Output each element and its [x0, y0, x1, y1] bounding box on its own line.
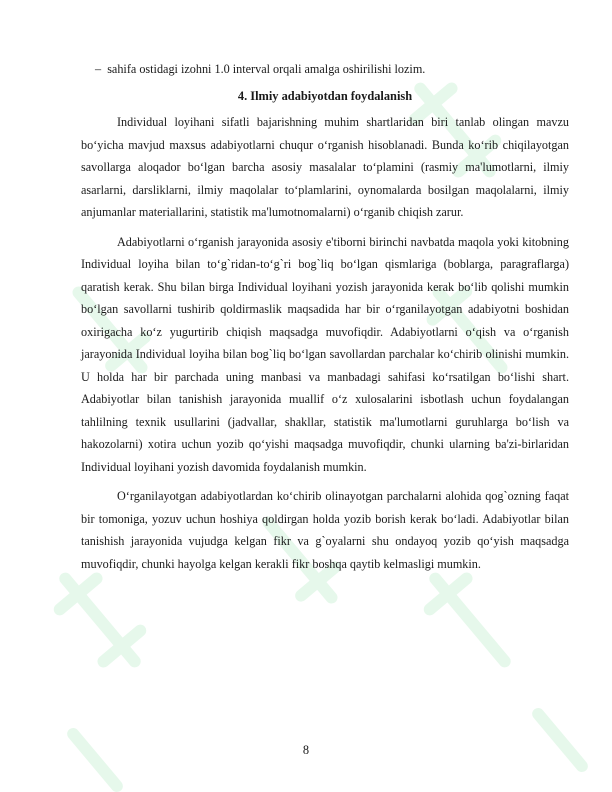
paragraph-2: Adabiyotlarni o‘rganish jarayonida asosiy e'tiborni birinchi navbatda maqola yoki kitobning Individual loyiha bilan to‘g`ridan-to‘g`ri bog`liq bo‘lgan qismlariga (boblarga, paragraflarga) qaratish kerak. Shu bilan birga Individual loyihani yozish jarayonida kerak bo‘lib qolishi mumkin bo‘lgan savollarni tushirib qoldirmaslik maqsadida har bir o‘rganilayotgan adabiyotni boshidan oxirigacha ko‘z yugurtirib chiqish maqsadga muvofiqdir. Adabiyotlarni o‘qish va o‘rganish jarayonida Individual loyiha bilan bog`liq bo‘lgan savollardan parchalar ko‘chirib olinishi mumkin. U holda har bir parchada uning manbasi va manbadagi sahifasi ko‘rsatilgan bo‘lishi shart. Adabiyotlar bilan tanishish jarayonida muallif o‘z xulosalarini isbotlash uchun foydalangan tahlilning texnik usullarini (jadvallar, shakllar, statistik ma'lumotlarni guruhlarga bo‘lish va hakozolarni) xotira uchun yozib qo‘yishi maqsadga muvofiqdir, chunki ularning ba'zi-birlaridan Individual loyihani yozish davomida foydalanish mumkin.	[81, 234, 569, 474]
paragraph-3: O‘rganilayotgan adabiyotlardan ko‘chirib olinayotgan parchalarni alohida qog`ozning faqat bir tomoniga, yozuv uchun hoshiya qoldirgan holda yozib borish kerak bo‘ladi. Adabiyotlar bilan tanishish jarayonida vujudga kelgan fikr va g`oyalarni shu ondayoq yozib qo‘yish maqsadga muvofiqdir, chunki hayolga kelgan kerakli fikr boshqa qaytib kelmasligi mumkin.	[81, 489, 569, 571]
bullet-item	[81, 58, 569, 81]
page-number: 8	[302, 743, 310, 757]
text-body	[81, 58, 569, 582]
bullet-text: sahifa ostidagi izohni 1.0 interval orqali amalga oshirilishi lozim.	[107, 62, 426, 76]
paragraph-1: Individual loyihani sifatli bajarishning muhim shartlaridan biri tanlab olingan mavzu bo‘yicha mavjud maxsus adabiyotlarni chuqur o‘rganish hisoblanadi. Bunda ko‘rib chiqilayotgan savollarga aloqador bo‘lgan barcha asosiy masalalar to‘plamini (rasmiy ma'lumotlarni, ilmiy asarlarni, darsliklarni, ilmiy maqolalar to‘plamlarini, oynomalarda bosilgan maqolalarni, ilmiy anjumanlar materiallarini, statistik ma'lumotnomalarni) o‘rganib chiqish zarur.	[81, 115, 569, 219]
section-heading: 4. Ilmiy adabiyotdan foydalanish	[237, 88, 413, 103]
bullet-marker: –	[95, 62, 102, 76]
